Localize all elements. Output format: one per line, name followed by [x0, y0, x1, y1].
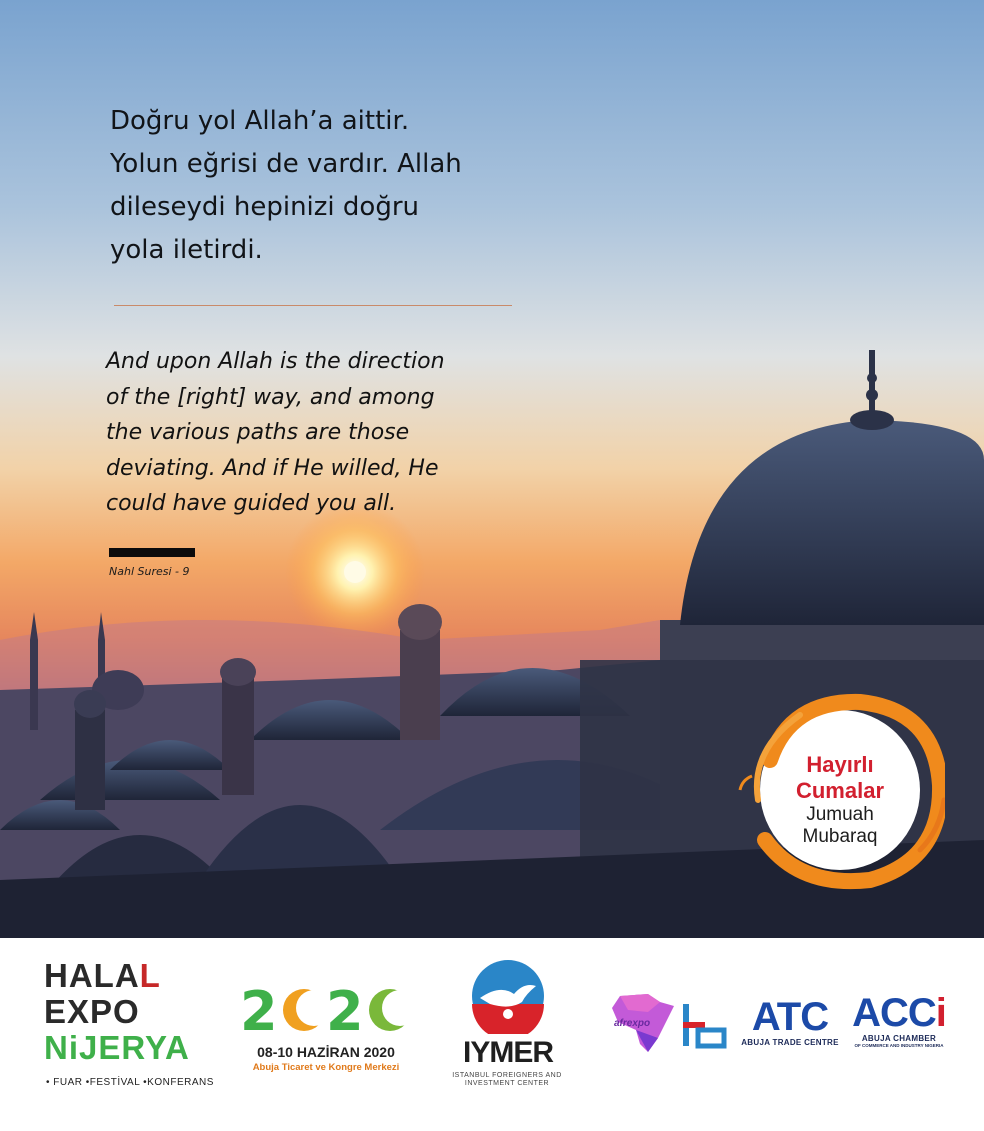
halal-expo-line1 — [44, 958, 190, 994]
acci-name-main: ACC — [852, 991, 936, 1035]
halal-expo-logo — [44, 958, 190, 1066]
iymer-subtitle — [448, 1072, 566, 1088]
english-verse — [106, 344, 526, 522]
atc-name: ATC — [751, 995, 829, 1039]
iymer-name: IYMER — [462, 1036, 553, 1069]
event-dates: 08-10 HAZİRAN 2020 — [257, 1044, 395, 1060]
reference-bar — [109, 548, 195, 557]
english-verse-line: could have guided you all. — [106, 491, 397, 516]
halal-expo-line3: NiJERYA — [44, 1029, 190, 1066]
friday-greeting — [770, 752, 910, 848]
acci-subtitle-small: OF COMMERCE AND INDUSTRY NIGERIA — [854, 1043, 944, 1048]
acci-subtitle: ABUJA CHAMBER — [861, 1034, 937, 1043]
afrexpo-name: afrexpo — [614, 1018, 651, 1029]
verse-reference: Nahl Suresi - 9 — [109, 565, 190, 578]
quote-divider — [114, 305, 512, 306]
turkish-verse — [110, 100, 530, 272]
turkish-verse-line: dileseydi hepinizi doğru — [110, 192, 419, 222]
english-verse-line: And upon Allah is the direction — [106, 349, 445, 374]
iymer-subtitle-line: INVESTMENT CENTER — [464, 1080, 550, 1087]
greeting-line-jumuah: Jumuah — [806, 804, 874, 825]
turkish-verse-line: Yolun eğrisi de vardır. Allah — [110, 149, 462, 179]
halal-expo-halal-last-letter: L — [139, 957, 161, 994]
greeting-line-mubaraq: Mubaraq — [802, 826, 878, 847]
year-digit: 2 — [326, 982, 364, 1038]
english-verse-line: of the [right] way, and among — [106, 384, 435, 410]
english-verse-line: deviating. And if He willed, He — [106, 455, 439, 481]
turkish-verse-line: yola iletirdi. — [110, 235, 263, 265]
halal-expo-halal-text: HALA — [44, 957, 140, 994]
atc-subtitle: ABUJA TRADE CENTRE — [741, 1038, 839, 1047]
iymer-subtitle-line: ISTANBUL FOREIGNERS AND — [452, 1072, 562, 1079]
acci-name — [850, 992, 948, 1034]
halal-expo-line2: EXPO — [44, 993, 140, 1030]
greeting-line-cumalar: Cumalar — [795, 778, 885, 803]
acci-name-i: i — [935, 991, 946, 1035]
atc-logo — [740, 996, 840, 1047]
event-venue: Abuja Ticaret ve Kongre Merkezi — [252, 1062, 400, 1073]
bd-logo-icon — [680, 1000, 728, 1050]
acci-logo — [850, 992, 948, 1049]
greeting-line-hayirli: Hayırlı — [806, 752, 874, 777]
year-digit: 2 — [240, 982, 278, 1038]
turkish-verse-line: Doğru yol Allah’a aittir. — [110, 106, 410, 136]
event-2020-logo — [240, 982, 410, 1038]
english-verse-line: the various paths are those — [106, 420, 410, 445]
iymer-dove-icon — [470, 958, 546, 1034]
halal-expo-tagline: • FUAR •FESTİVAL •KONFERANS — [46, 1077, 214, 1088]
